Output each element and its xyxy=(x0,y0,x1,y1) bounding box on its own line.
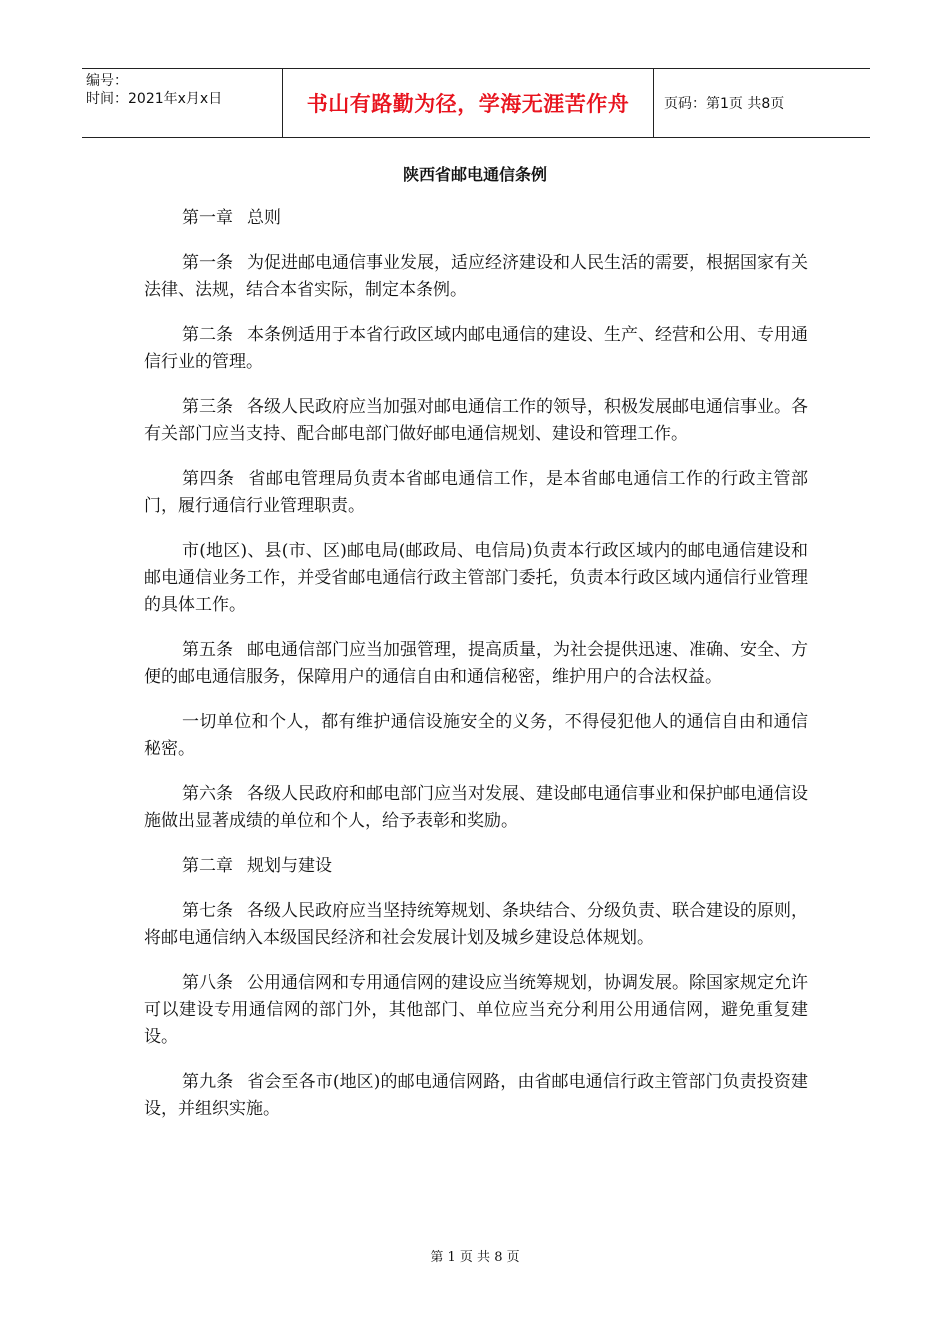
header-page-info: 页码：第1页 共8页 xyxy=(664,96,785,112)
paragraph-text: 邮电通信部门应当加强管理，提高质量，为社会提供迅速、准确、安全、方便的邮电通信服务，保障用户的通信自由和通信秘密，维护用户的合法权益。 xyxy=(144,640,808,687)
paragraph-text: 一切单位和个人，都有维护通信设施安全的义务，不得侵犯他人的通信自由和通信秘密。 xyxy=(144,712,808,759)
paragraph xyxy=(144,394,808,448)
paragraph-text: 各级人民政府应当加强对邮电通信工作的领导，积极发展邮电通信事业。各有关部门应当支持、配合邮电部门做好邮电通信规划、建设和管理工作。 xyxy=(144,397,808,444)
paragraph-lead: 第四条 xyxy=(182,469,235,489)
paragraph-lead: 第九条 xyxy=(182,1072,234,1092)
paragraph-text: 本条例适用于本省行政区域内邮电通信的建设、生产、经营和公用、专用通信行业的管理。 xyxy=(144,325,808,372)
paragraph xyxy=(144,538,808,619)
paragraph-lead: 第五条 xyxy=(182,640,233,660)
paragraph xyxy=(144,709,808,763)
paragraph-text: 公用通信网和专用通信网的建设应当统筹规划，协调发展。除国家规定允许可以建设专用通信网的部门外，其他部门、单位应当充分利用公用通信网，避免重复建设。 xyxy=(144,973,808,1047)
paragraph xyxy=(144,466,808,520)
paragraph xyxy=(144,853,808,880)
paragraph-text: 省邮电管理局负责本省邮电通信工作，是本省邮电通信工作的行政主管部门，履行通信行业管理职责。 xyxy=(144,469,808,516)
document-number-label: 编号： xyxy=(86,73,128,89)
paragraph xyxy=(144,250,808,304)
paragraph-lead: 第一条 xyxy=(182,253,233,273)
paragraph-lead: 第二条 xyxy=(182,325,233,345)
paragraph-text: 市(地区)、县(市、区)邮电局(邮政局、电信局)负责本行政区域内的邮电通信建设和邮电通信业务工作，并受省邮电通信行政主管部门委托，负责本行政区域内通信行业管理的具体工作。 xyxy=(144,541,808,615)
paragraph-lead: 第二章 xyxy=(182,856,233,876)
paragraph xyxy=(144,322,808,376)
paragraph-text: 各级人民政府和邮电部门应当对发展、建设邮电通信事业和保护邮电通信设施做出显著成绩的单位和个人，给予表彰和奖励。 xyxy=(144,784,808,831)
paragraph-lead: 第一章 xyxy=(182,208,233,228)
paragraph-text: 总则 xyxy=(247,208,281,228)
document-date-label: 时间：2021年x月x日 xyxy=(86,91,223,107)
paragraph xyxy=(144,781,808,835)
paragraph-lead: 第三条 xyxy=(182,397,233,417)
page-footer: 第 1 页 共 8 页 xyxy=(430,1250,520,1265)
paragraph-lead: 第六条 xyxy=(182,784,233,804)
paragraph xyxy=(144,898,808,952)
paragraph xyxy=(144,970,808,1051)
header-meta xyxy=(82,69,282,137)
paragraph-lead: 第七条 xyxy=(182,901,233,921)
paragraph-text: 为促进邮电通信事业发展，适应经济建设和人民生活的需要，根据国家有关法律、法规，结合本省实际，制定本条例。 xyxy=(144,253,808,300)
paragraph-text: 省会至各市(地区)的邮电通信网路，由省邮电通信行政主管部门负责投资建设，并组织实施。 xyxy=(144,1072,808,1119)
paragraph xyxy=(144,1069,808,1123)
paragraph xyxy=(144,205,808,232)
page-header xyxy=(82,68,870,138)
paragraph-text: 各级人民政府应当坚持统筹规划、条块结合、分级负责、联合建设的原则，将邮电通信纳入本级国民经济和社会发展计划及城乡建设总体规划。 xyxy=(144,901,808,948)
document-body xyxy=(144,205,808,1141)
document-title: 陕西省邮电通信条例 xyxy=(402,165,547,184)
paragraph xyxy=(144,637,808,691)
paragraph-text: 规划与建设 xyxy=(247,856,332,876)
paragraph-lead: 第八条 xyxy=(182,973,233,993)
header-motto: 书山有路勤为径，学海无涯苦作舟 xyxy=(282,69,654,137)
